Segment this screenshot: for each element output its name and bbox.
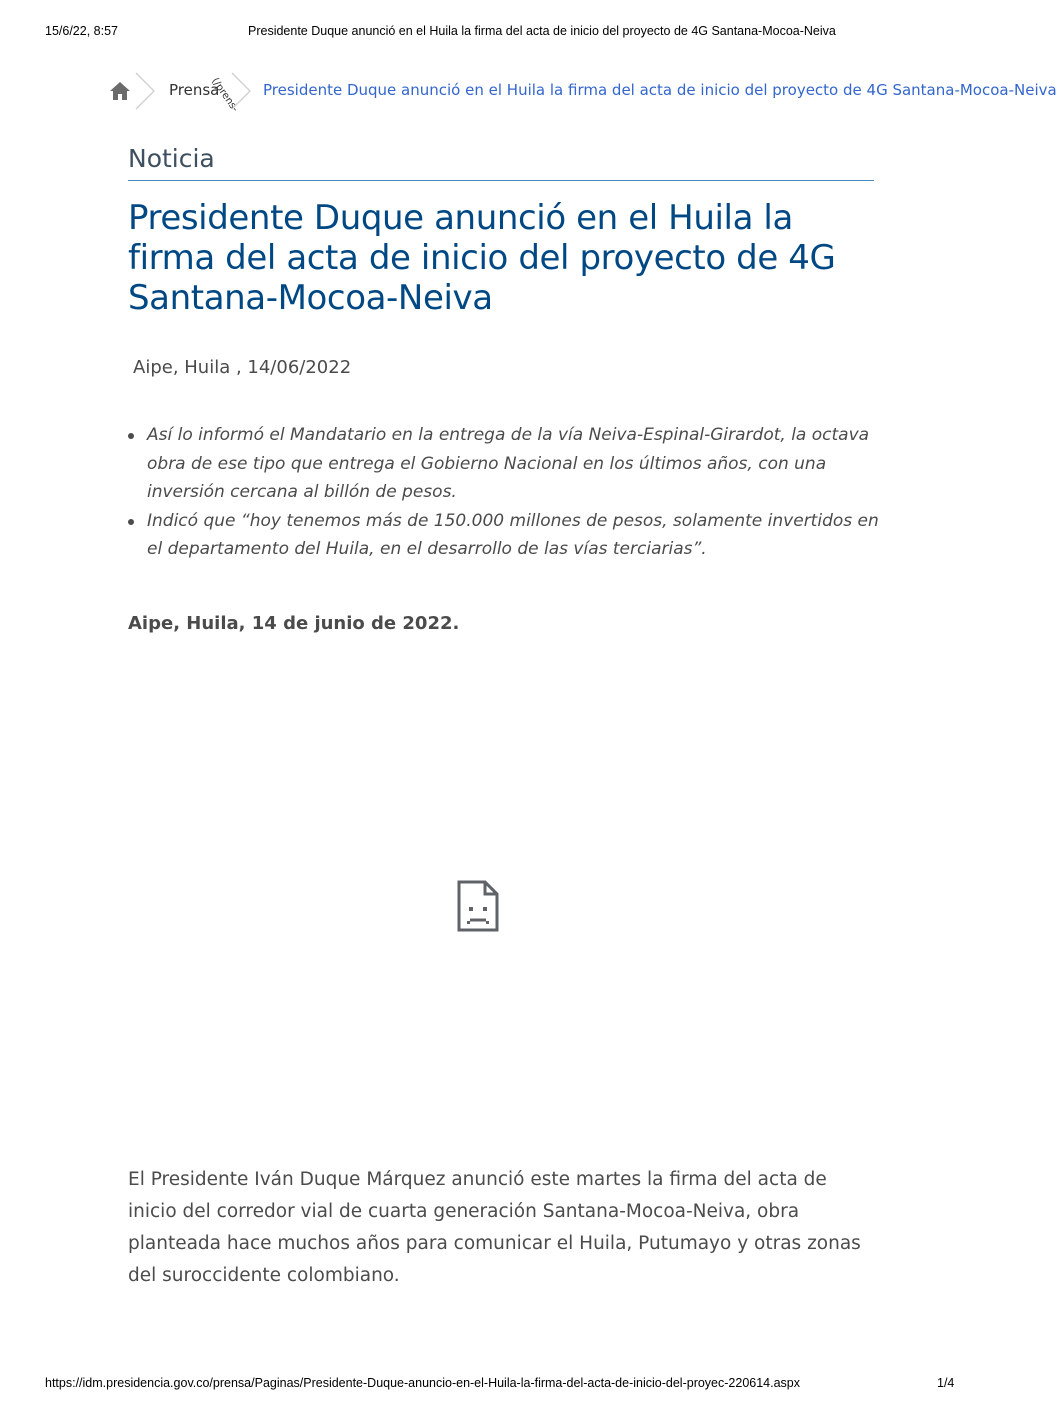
article-summary-list — [147, 421, 879, 564]
breadcrumb-link-prensa[interactable]: Prensa — [169, 81, 220, 99]
article-title: Presidente Duque anunció en el Huila la firma del acta de inicio del proyecto de 4G Santana-Mocoa-Neiva — [128, 198, 836, 318]
print-page-number: 1/4 — [937, 1376, 955, 1390]
breadcrumb-separator-icon — [230, 72, 252, 110]
breadcrumb-separator-icon — [134, 72, 156, 110]
breadcrumb-current-page[interactable]: Presidente Duque anunció en el Huila la firma del acta de inicio del proyecto de 4G Santana-Mocoa-Neiva — [263, 81, 1057, 99]
broken-image-icon — [457, 880, 499, 932]
print-datetime: 15/6/22, 8:57 — [45, 24, 118, 38]
breadcrumb-url-fragment: (/prens- — [208, 76, 241, 115]
article-body-paragraph: El Presidente Iván Duque Márquez anunció este martes la firma del acta de inicio del corredor vial de cuarta generación Santana-Mocoa-Neiva, obra planteada hace muchos años para comunicar el Huila, Putumayo y otras zonas del suroccidente colombiano. — [128, 1169, 861, 1286]
article-dateline: Aipe, Huila , 14/06/2022 — [133, 357, 352, 378]
summary-item: Así lo informó el Mandatario en la entrega de la vía Neiva-Espinal-Girardot, la octava obra de ese tipo que entrega el Gobierno Nacional en los últimos años, con una inversión cercana al billón de pesos. — [147, 421, 879, 507]
home-icon[interactable] — [108, 80, 132, 102]
print-page-url: https://idm.presidencia.gov.co/prensa/Paginas/Presidente-Duque-anuncio-en-el-Huila-la-firma-del-acta-de-inicio-del-proyec-220614.aspx — [45, 1376, 801, 1390]
breadcrumb — [108, 72, 1057, 115]
print-page-title: Presidente Duque anunció en el Huila la firma del acta de inicio del proyecto de 4G Santana-Mocoa-Neiva — [248, 24, 836, 38]
article-place-date: Aipe, Huila, 14 de junio de 2022. — [128, 613, 460, 634]
summary-item: Indicó que “hoy tenemos más de 150.000 millones de pesos, solamente invertidos en el departamento del Huila, en el desarrollo de las vías terciarias”. — [147, 507, 879, 564]
section-label: Noticia — [128, 144, 874, 181]
